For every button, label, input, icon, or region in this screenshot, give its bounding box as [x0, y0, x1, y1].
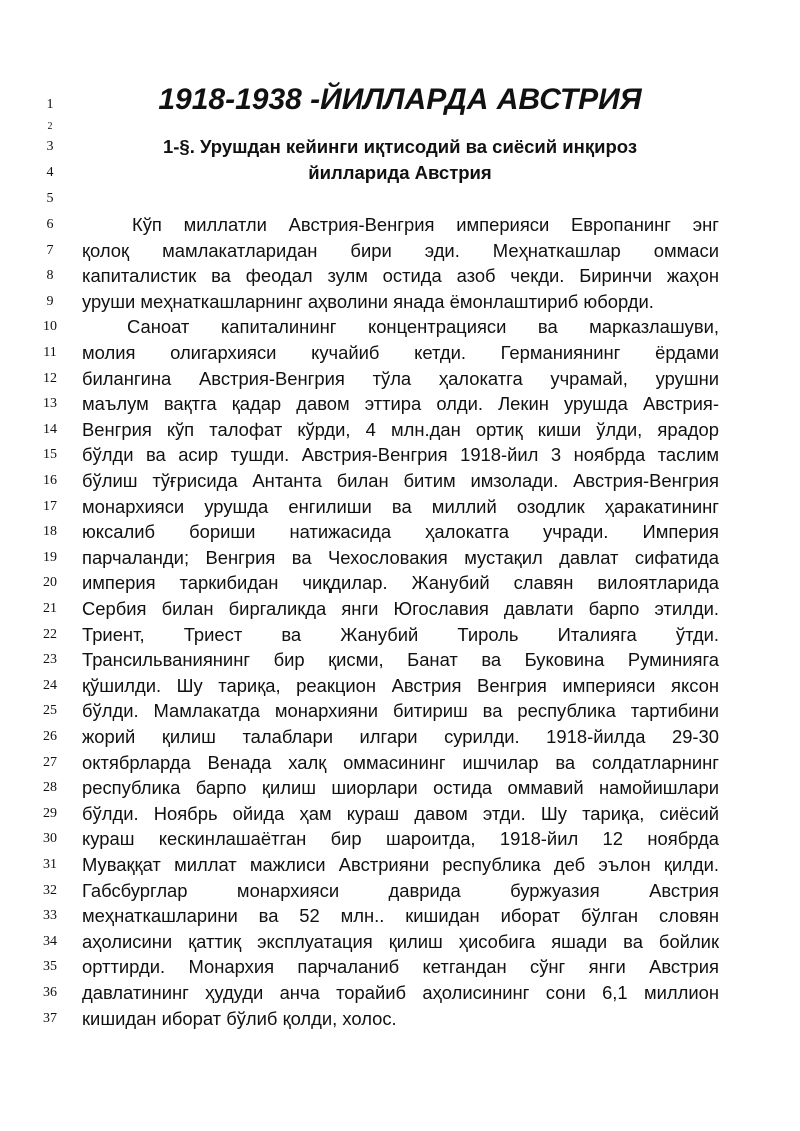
paragraph-line: Трансильваниянинг бир қисми, Банат ва Буковина Руминияга: [82, 649, 719, 671]
paragraph-line: давлатининг ҳудуди анча торайиб аҳолисининг сони 6,1 миллион: [82, 982, 719, 1003]
text-line: [0, 929, 800, 955]
paragraph-line: орттирди. Монархия парчаланиб кетгандан сўнг янги Австрия: [82, 956, 719, 978]
line-number: 11: [43, 345, 57, 360]
line-number: 31: [43, 857, 57, 872]
text-line: [0, 366, 800, 392]
text-line: [0, 698, 800, 724]
line-number: 18: [43, 524, 57, 540]
text-line: [0, 1006, 800, 1032]
paragraph-line: республика барпо қилиш шиорлари остида оммавий намойишлари: [82, 777, 719, 799]
text-line: [0, 468, 800, 494]
line-number: 37: [43, 1010, 57, 1026]
paragraph-line: империя таркибидан чиқдилар. Жанубий славян вилоятларида: [82, 572, 719, 594]
text-line: [0, 442, 800, 468]
line-number: 10: [43, 319, 57, 335]
text-line: [0, 545, 800, 571]
line-number: 35: [43, 959, 57, 975]
line-number: 19: [43, 549, 57, 565]
paragraph-line: кураш кескинлашаётган бир шароитда, 1918-йил 12 ноябрда: [82, 828, 719, 850]
text-line: [0, 519, 800, 545]
paragraph-line: уруши меҳнаткашларнинг аҳволини янада ёмонлаштириб юборди.: [82, 290, 654, 312]
paragraph-line: бўлди. Ноябрь ойида ҳам кураш давом этди. Шу тариқа, сиёсий: [82, 802, 719, 824]
text-line: [0, 212, 800, 238]
paragraph-line: Кўп миллатли Австрия-Венгрия империяси Европанинг энг: [132, 214, 719, 235]
line-number: 14: [43, 421, 57, 437]
paragraph-line: Муваққат миллат мажлиси Австрияни республика деб эълон қилди.: [82, 854, 719, 875]
line-number: 30: [43, 831, 57, 847]
text-line: [0, 647, 800, 673]
line-number: 24: [43, 677, 57, 693]
text-line: [0, 750, 800, 776]
line-number: 36: [43, 985, 57, 1000]
line-number: 28: [43, 780, 57, 796]
line-number: 6: [46, 217, 54, 232]
paragraph-line: октябрларда Венада халқ оммасининг ишчилар ва солдатларнинг: [82, 751, 719, 773]
section-heading-line-1: 1-§. Урушдан кейинги иқтисодий ва сиёсий инқироз: [162, 136, 638, 157]
paragraph-line: молия олигархияси кучайиб кетди. Германиянинг ёрдами: [82, 342, 719, 363]
line-number: 4: [46, 165, 54, 180]
text-line: [0, 826, 800, 852]
line-number: 8: [46, 268, 54, 284]
paragraph-line: қўшилди. Шу тариқа, реакцион Австрия Венгрия империяси яксон: [82, 674, 719, 696]
paragraph-line: парчаланди; Венгрия ва Чехословакия мустақил давлат сифатида: [82, 546, 719, 568]
line-number: 5: [46, 191, 54, 206]
line-number: 32: [43, 882, 57, 898]
line-number: 2: [47, 121, 53, 132]
paragraph-line: бўлди. Мамлакатда монархияни битириш ва республика тартибини: [82, 700, 719, 722]
paragraph-line: бўлиш тўғрисида Антанта билан битим имзолади. Австрия-Венгрия: [82, 470, 719, 491]
line-5: [0, 186, 800, 212]
paragraph-line: монархияси урушда енгилиши ва миллий озодлик ҳаракатининг: [82, 495, 719, 517]
paragraph-line: билангина Австрия-Венгрия тўла ҳалокатга учрамай, урушни: [82, 367, 719, 389]
line-number: 21: [43, 601, 57, 616]
text-line: [0, 852, 800, 878]
page-title: 1918-1938 -ЙИЛЛАРДА АВСТРИЯ: [158, 83, 642, 116]
text-line: [0, 724, 800, 750]
paragraph-line: юксалиб бориши натижасида ҳалокатга учради. Империя: [82, 521, 719, 543]
line-number: 3: [46, 139, 54, 154]
paragraph-line: бўлди ва асир тушди. Австрия-Венгрия 1918-йил 3 ноябрда таслим: [82, 444, 719, 466]
paragraph-line: меҳнаткашларини ва 52 млн.. кишидан иборат бўлган словян: [82, 905, 719, 927]
line-number: 22: [43, 626, 57, 642]
line-number: 16: [43, 473, 57, 488]
text-line: [0, 263, 800, 289]
line-number: 17: [43, 498, 57, 514]
text-line: [0, 314, 800, 340]
text-line: [0, 775, 800, 801]
paragraph-line: Триент, Триест ва Жанубий Тироль Италияга ўтди.: [82, 623, 719, 645]
text-line: [0, 289, 800, 315]
line-number: 20: [43, 575, 57, 591]
section-heading-line-2: йилларида Австрия: [308, 162, 492, 183]
text-line: [0, 238, 800, 264]
paragraph-line: аҳолисини қаттиқ эксплуатация қилиш ҳисобига яшади ва бойлик: [82, 930, 719, 952]
text-line: [0, 494, 800, 520]
paragraph-line: жорий қилиш талаблари илгари сурилди. 1918-йилда 29-30: [82, 726, 719, 747]
paragraph-line: Сербия билан биргаликда янги Югославия давлати барпо этилди.: [82, 598, 719, 619]
line-number: 1: [46, 97, 54, 112]
text-line: [0, 980, 800, 1006]
text-line: [0, 391, 800, 417]
paragraph-line: кишидан иборат бўлиб қолди, холос.: [82, 1007, 397, 1029]
line-number: 25: [43, 703, 57, 719]
text-line: [0, 801, 800, 827]
line-number: 12: [43, 370, 57, 386]
line-number: 26: [43, 729, 57, 744]
line-number: 9: [46, 293, 54, 309]
line-number: 34: [43, 933, 57, 949]
text-line: [0, 622, 800, 648]
paragraph-line: Венгрия кўп талофат кўрди, 4 млн.дан ортиқ киши ўлди, ярадор: [82, 418, 719, 440]
line-number: 33: [43, 908, 57, 924]
line-number: 7: [46, 242, 54, 258]
paragraph-line: қолоқ мамлакатларидан бири эди. Меҳнаткашлар оммаси: [82, 239, 719, 261]
paragraph-line: капиталистик ва феодал зулм остида азоб чекди. Биринчи жаҳон: [82, 265, 719, 287]
line-number: 29: [43, 805, 57, 821]
text-line: [0, 570, 800, 596]
text-line: [0, 417, 800, 443]
text-line: [0, 903, 800, 929]
line-number: 23: [43, 652, 57, 668]
text-line: [0, 878, 800, 904]
text-line: [0, 340, 800, 366]
paragraph-line: Габсбурглар монархияси даврида буржуазия Австрия: [82, 879, 719, 901]
text-line: [0, 673, 800, 699]
line-number: 27: [43, 754, 57, 770]
line-number: 13: [43, 396, 57, 412]
text-line: [0, 596, 800, 622]
paragraph-line: Саноат капиталининг концентрацияси ва марказлашуви,: [127, 316, 719, 338]
text-line: [0, 954, 800, 980]
paragraph-line: маълум вақтга қадар давом эттира олди. Лекин урушда Австрия-: [82, 393, 719, 415]
line-number: 15: [43, 447, 57, 463]
